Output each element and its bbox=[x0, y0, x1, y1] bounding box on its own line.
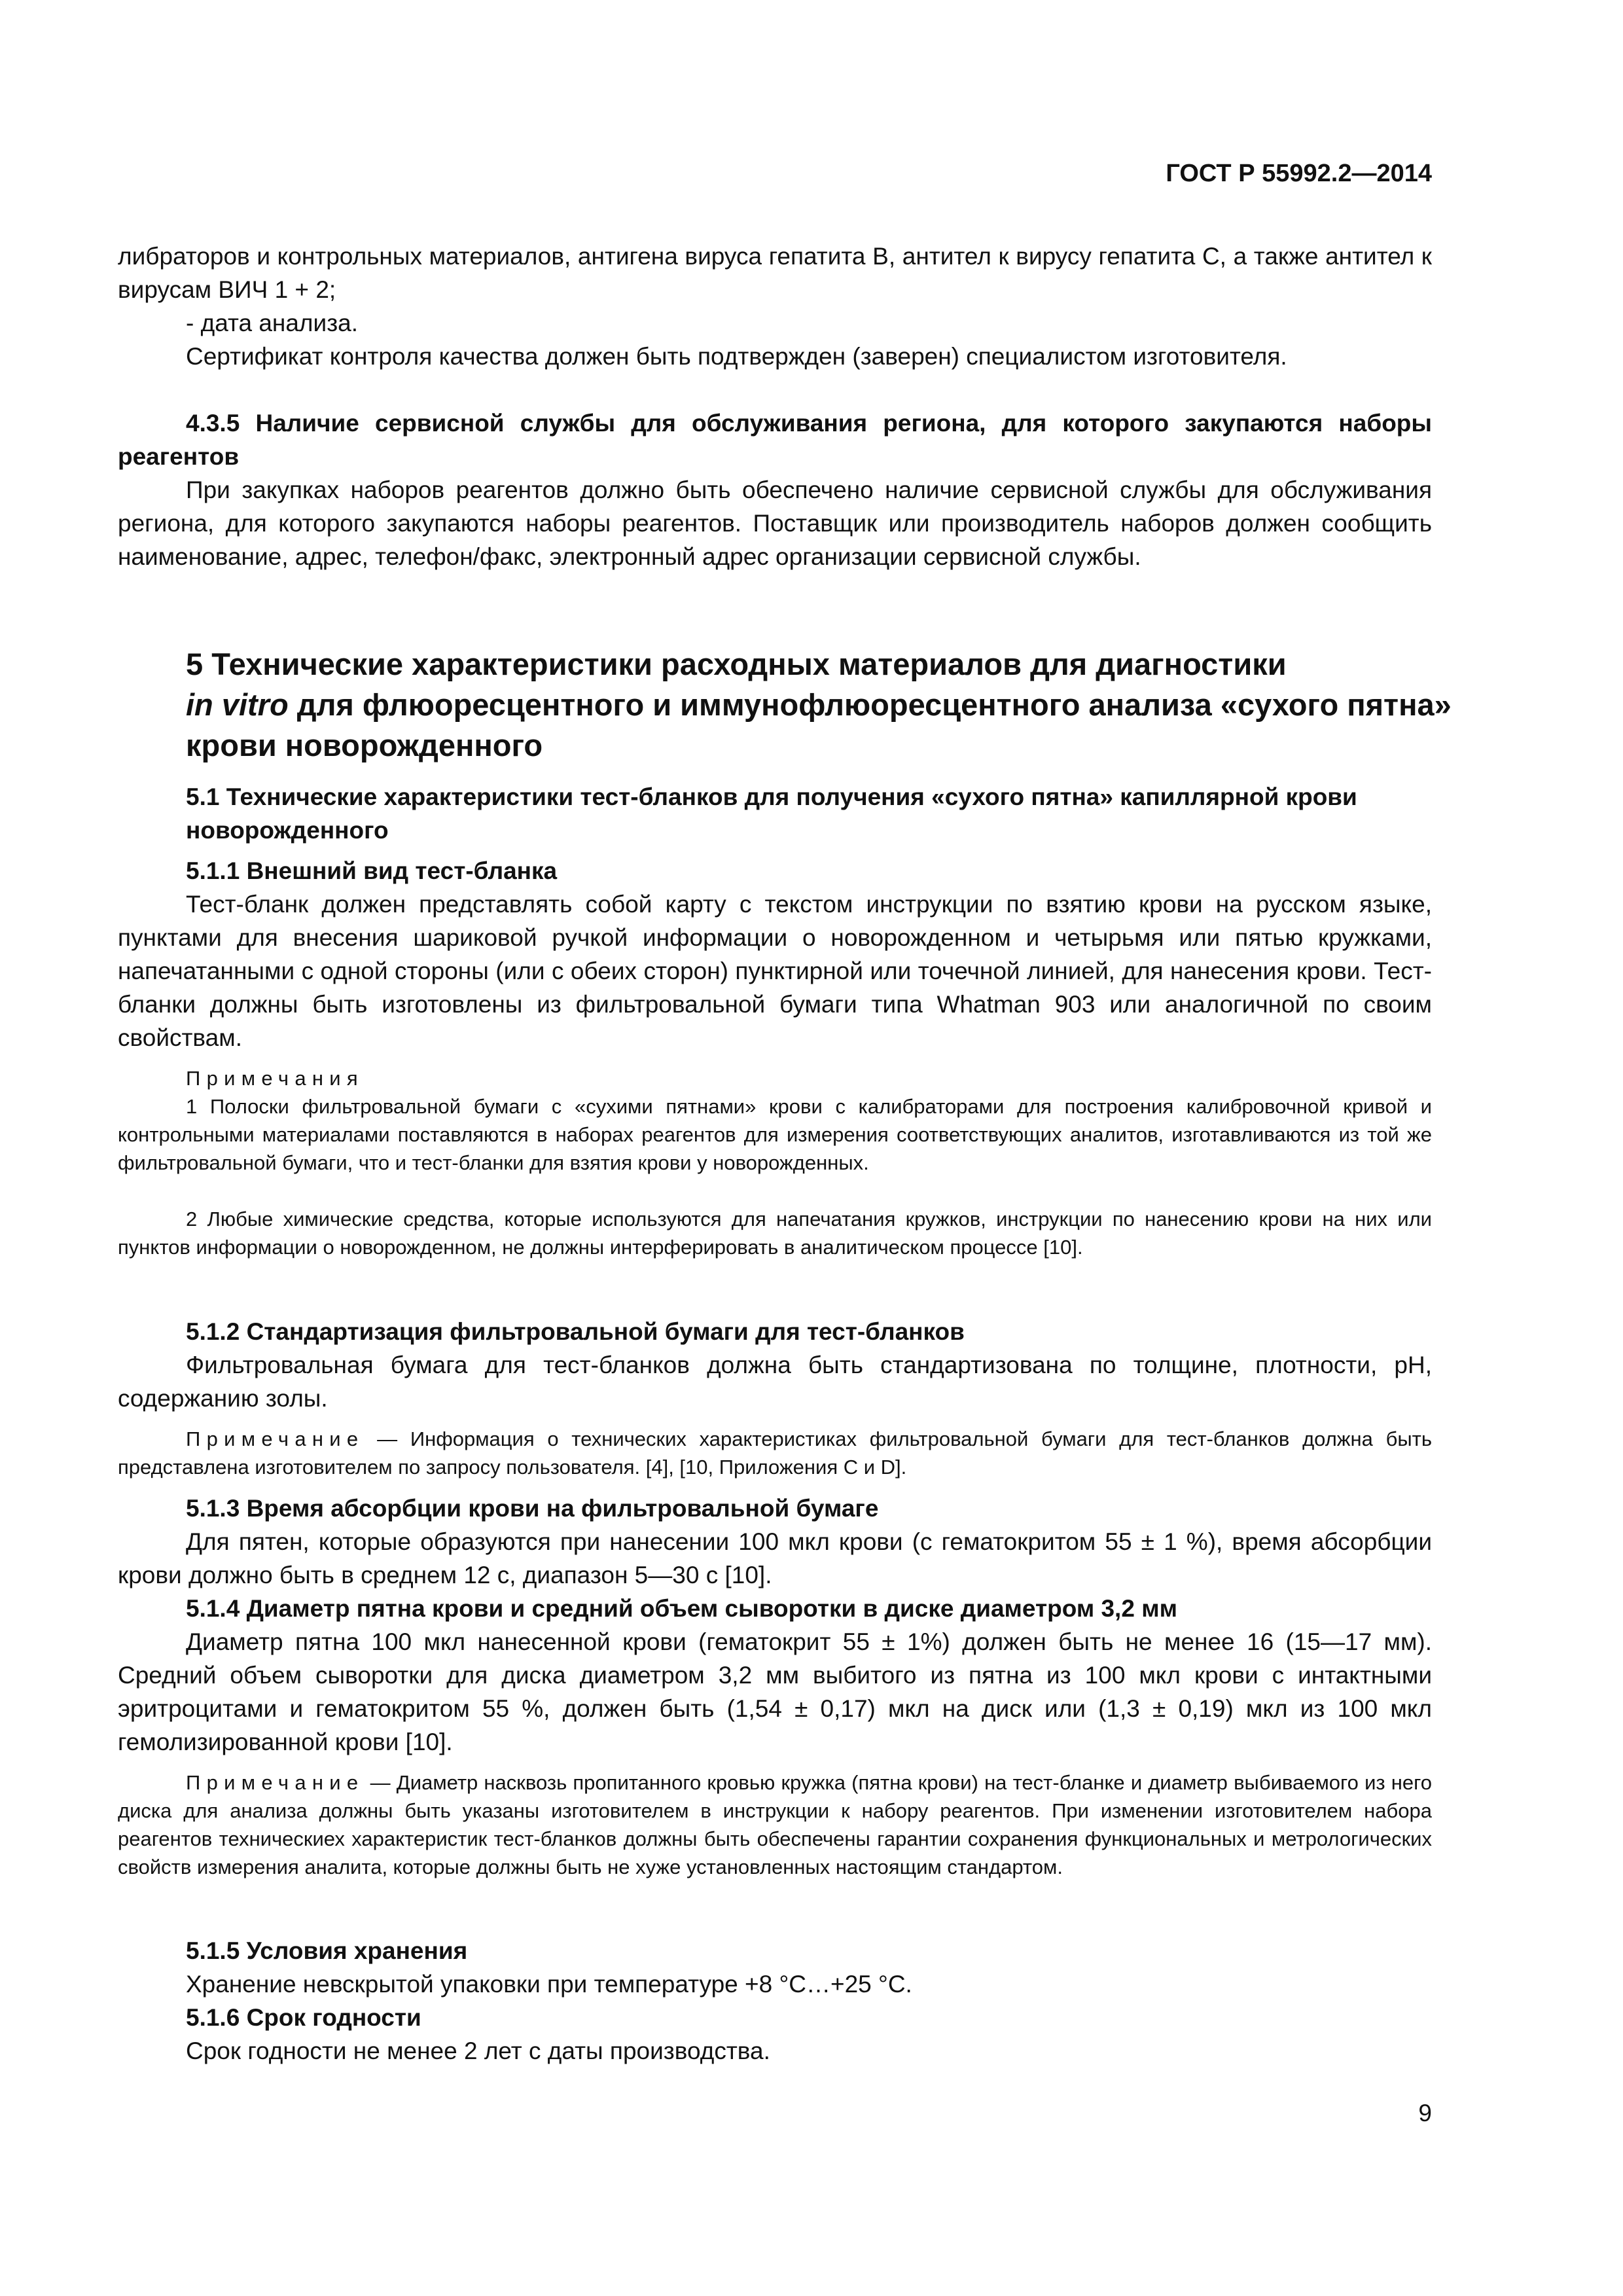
section-5-heading-line2 bbox=[186, 685, 1500, 766]
in-vitro-term: in vitro bbox=[186, 687, 289, 722]
note-label: Примечание bbox=[186, 1427, 365, 1450]
note-5-1-4 bbox=[118, 1768, 1432, 1881]
heading-5-1-4: 5.1.4 Диаметр пятна крови и средний объем сыворотки в диске диаметром 3,2 мм bbox=[186, 1595, 1177, 1622]
heading-5-1-5: 5.1.5 Условия хранения bbox=[186, 1937, 468, 1964]
paragraph-5-1-1: Тест-бланк должен представлять собой карту с текстом инструкции по взятию крови на русском языке, пунктами для внесения шариковой ручкой информации о новорожденном и четырьмя или пятью кружками, напечатанными с одной стороны (или с обеих сторон) пунктирной или точечной линией, для нанесения крови. Тест-бланки должны быть изготовлены из фильтровальной бумаги типа Whatman 903 или аналогичной по своим свойствам. bbox=[118, 891, 1432, 1051]
notes-title bbox=[118, 1064, 1500, 1092]
heading-4-3-5: 4.3.5 Наличие сервисной службы для обслуживания региона, для которого закупаются наборы реагентов bbox=[118, 410, 1432, 470]
document-header-id: ГОСТ Р 55992.2—2014 bbox=[1166, 160, 1432, 187]
heading-5-1-6: 5.1.6 Срок годности bbox=[186, 2004, 421, 2031]
paragraph-5-1-3: Для пятен, которые образуются при нанесении 100 мкл крови (с гематокритом 55 ± 1 %), время абсорбции крови должно быть в среднем 12 с, диапазон 5—30 с [10]. bbox=[118, 1528, 1432, 1588]
note-2: 2 Любые химические средства, которые используются для напечатания кружков, инструкции по нанесению крови на них или пунктов информации о новорожденном, не должны интерферировать в аналитическом процессе [10]. bbox=[118, 1208, 1432, 1259]
note-text: — Информация о технических характеристиках фильтровальной бумаги для тест-бланков должна быть представлена изготовителем по запросу пользователя. [4], [10, Приложения С и D]. bbox=[118, 1427, 1432, 1479]
notes-title-text: Примечания bbox=[186, 1067, 364, 1090]
intro-continuation: либраторов и контрольных материалов, антигена вируса гепатита В, антител к вирусу гепатита С, а также антител к вирусам ВИЧ 1 + 2; bbox=[118, 243, 1432, 303]
section-5-heading bbox=[118, 644, 1500, 766]
section-5-heading-line1: 5 Технические характеристики расходных материалов для диагностики bbox=[186, 647, 1287, 681]
heading-5-1: 5.1 Технические характеристики тест-бланков для получения «сухого пятна» капиллярной крови новорожденного bbox=[186, 783, 1357, 844]
heading-5-1-3: 5.1.3 Время абсорбции крови на фильтровальной бумаге bbox=[186, 1495, 879, 1522]
paragraph-4-3-5: При закупках наборов реагентов должно быть обеспечено наличие сервисной службы для обслуживания региона, для которого закупаются наборы реагентов. Поставщик или производитель наборов должен сообщить наименование, адрес, телефон/факс, электронный адрес организации сервисной службы. bbox=[118, 476, 1432, 570]
intro-list-item: - дата анализа. bbox=[186, 310, 359, 336]
note-text: — Диаметр насквозь пропитанного кровью кружка (пятна крови) на тест-бланке и диаметр выбиваемого из него диска для анализа должны быть указаны изготовителем в инструкции к набору реагентов. При изменении изготовителем набора реагентов техническиех характеристик тест-бланков должны быть обеспечены гарантии сохранения функциональных и метрологических свойств измерения аналита, которые должны быть не хуже установленных настоящим стандартом. bbox=[118, 1771, 1432, 1878]
paragraph-5-1-2: Фильтровальная бумага для тест-бланков должна быть стандартизована по толщине, плотности, pH, содержанию золы. bbox=[118, 1352, 1432, 1412]
note-label: Примечание bbox=[186, 1771, 365, 1794]
certificate-paragraph: Сертификат контроля качества должен быть подтвержден (заверен) специалистом изготовителя. bbox=[186, 343, 1287, 370]
note-1: 1 Полоски фильтровальной бумаги с «сухими пятнами» крови с калибраторами для построения калибровочной кривой и контрольными материалами поставляются в наборах реагентов для измерения соответствующих аналитов, изготавливаются из той же фильтровальной бумаги, что и тест-бланки для взятия крови у новорожденных. bbox=[118, 1095, 1432, 1174]
heading-5-1-1: 5.1.1 Внешний вид тест-бланка bbox=[186, 857, 558, 884]
note-5-1-2 bbox=[118, 1425, 1432, 1481]
paragraph-5-1-4: Диаметр пятна 100 мкл нанесенной крови (гематокрит 55 ± 1%) должен быть не менее 16 (15—17 мм). Средний объем сыворотки для диска диаметром 3,2 мм выбитого из пятна из 100 мкл крови с интактными эритроцитами и гематокритом 55 %, должен быть (1,54 ± 0,17) мкл на диск или (1,3 ± 0,19) мкл из 100 мкл гемолизированной крови [10]. bbox=[118, 1628, 1432, 1755]
paragraph-5-1-6: Срок годности не менее 2 лет с даты производства. bbox=[186, 2037, 770, 2064]
heading-5-1-2: 5.1.2 Стандартизация фильтровальной бумаги для тест-бланков bbox=[186, 1318, 965, 1345]
page-number: 9 bbox=[1418, 2100, 1432, 2126]
section-5-heading-rest: для флюоресцентного и иммунофлюоресцентного анализа «сухого пятна» крови новорожденного bbox=[186, 687, 1452, 762]
paragraph-5-1-5: Хранение невскрытой упаковки при температуре +8 °С…+25 °С. bbox=[186, 1971, 912, 1998]
